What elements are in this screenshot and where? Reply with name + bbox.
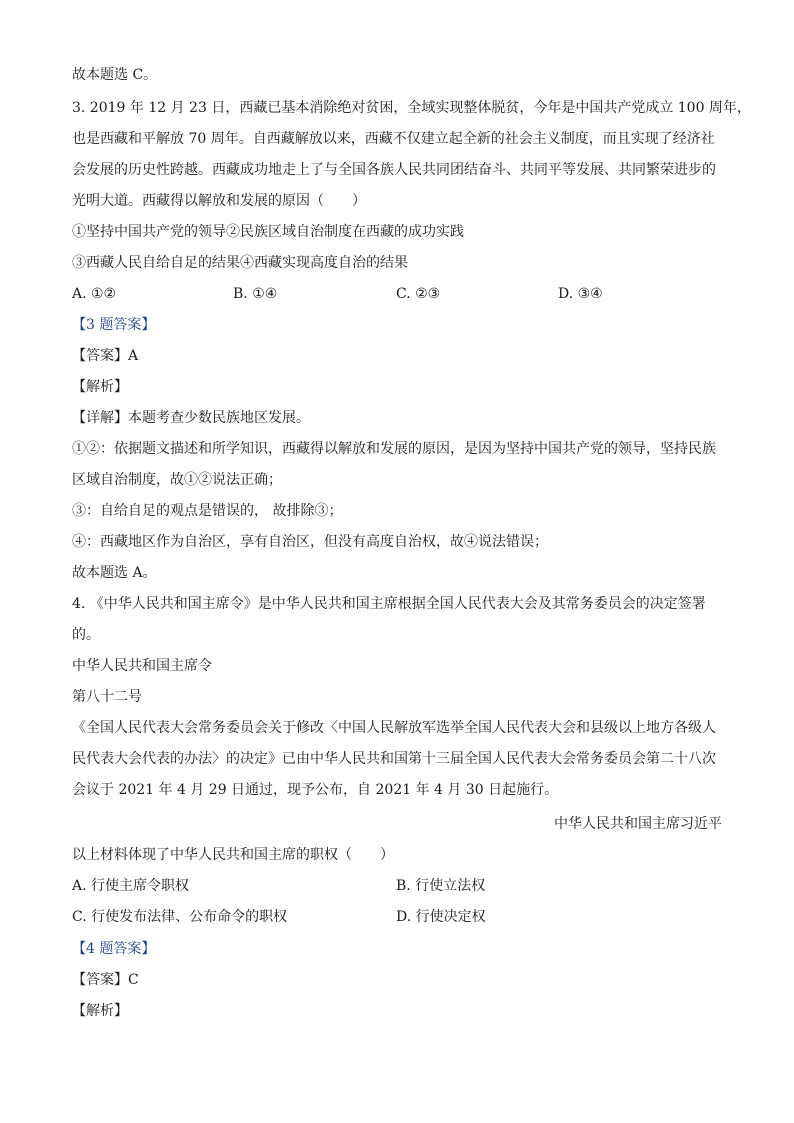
material-body: 会议于 2021 年 4 月 29 日通过，现予公布，自 2021 年 4 月 30 日起施行。 <box>72 782 559 798</box>
explanation-line: ①②：依据题文描述和所学知识，西藏得以解放和发展的原因，是因为坚持中国共产党的领导，坚持民族 <box>72 441 716 457</box>
material-body: 民代表大会代表的办法〉的决定》已由中华人民共和国第十三届全国人民代表大会常务委员会第二十八次 <box>72 751 716 767</box>
option-a: A. ①② <box>72 286 117 302</box>
option-a: A. 行使主席令职权 <box>72 878 190 894</box>
question-3-stem: 也是西藏和平解放 70 周年。自西藏解放以来，西藏不仅建立起全新的社会主义制度，而且实现了经济社 <box>72 131 715 147</box>
question-4-stem: 的。 <box>72 627 100 643</box>
material-number: 第八十二号 <box>72 689 142 705</box>
question-4-prompt: 以上材料体现了中华人民共和国主席的职权（ ） <box>72 847 394 863</box>
option-d: D. 行使决定权 <box>396 909 486 925</box>
material-signature: 中华人民共和国主席习近平 <box>554 816 722 832</box>
answer-line: 【答案】C <box>72 972 139 988</box>
question-3-stem: 会发展的历史性跨越。西藏成功地走上了与全国各族人民共同团结奋斗、共同平等发展、共同繁荣进步的 <box>72 162 716 178</box>
analysis-heading: 【解析】 <box>72 1003 128 1019</box>
answer-line: 【答案】A <box>72 348 139 364</box>
detail-line: 【详解】本题考查少数民族地区发展。 <box>72 410 310 426</box>
answer-heading: 【4 题答案】 <box>72 941 156 957</box>
conclusion-line: 故本题选 C。 <box>72 67 158 83</box>
question-3-stem: 光明大道。西藏得以解放和发展的原因（ ） <box>72 193 366 209</box>
explanation-line: ④：西藏地区作为自治区，享有自治区，但没有高度自治权，故④说法错误； <box>72 534 548 550</box>
material-title: 中华人民共和国主席令 <box>72 658 212 674</box>
explanation-line: ③：自给自足的观点是错误的， 故排除③； <box>72 503 343 519</box>
question-3-statements: ③西藏人民自给自足的结果④西藏实现高度自治的结果 <box>72 255 408 271</box>
option-d: D. ③④ <box>558 286 603 302</box>
answer-heading: 【3 题答案】 <box>72 317 156 333</box>
explanation-line: 区域自治制度，故①②说法正确； <box>72 472 282 488</box>
option-c: C. ②③ <box>396 286 441 302</box>
question-3-statements: ①坚持中国共产党的领导②民族区域自治制度在西藏的成功实践 <box>72 224 464 240</box>
analysis-heading: 【解析】 <box>72 379 128 395</box>
material-body: 《全国人民代表大会常务委员会关于修改〈中国人民解放军选举全国人民代表大会和县级以上地方各级人 <box>72 720 716 736</box>
question-4-stem: 4. 《中华人民共和国主席令》是中华人民共和国主席根据全国人民代表大会及其常务委员会的决定签署 <box>72 596 706 612</box>
conclusion-line: 故本题选 A。 <box>72 565 157 581</box>
option-c: C. 行使发布法律、公布命令的职权 <box>72 909 288 925</box>
question-3-stem: 3. 2019 年 12 月 23 日，西藏已基本消除绝对贫困，全域实现整体脱贫，今年是中国共产党成立 100 周年， <box>72 100 751 116</box>
option-b: B. ①④ <box>233 286 278 302</box>
option-b: B. 行使立法权 <box>396 878 486 894</box>
